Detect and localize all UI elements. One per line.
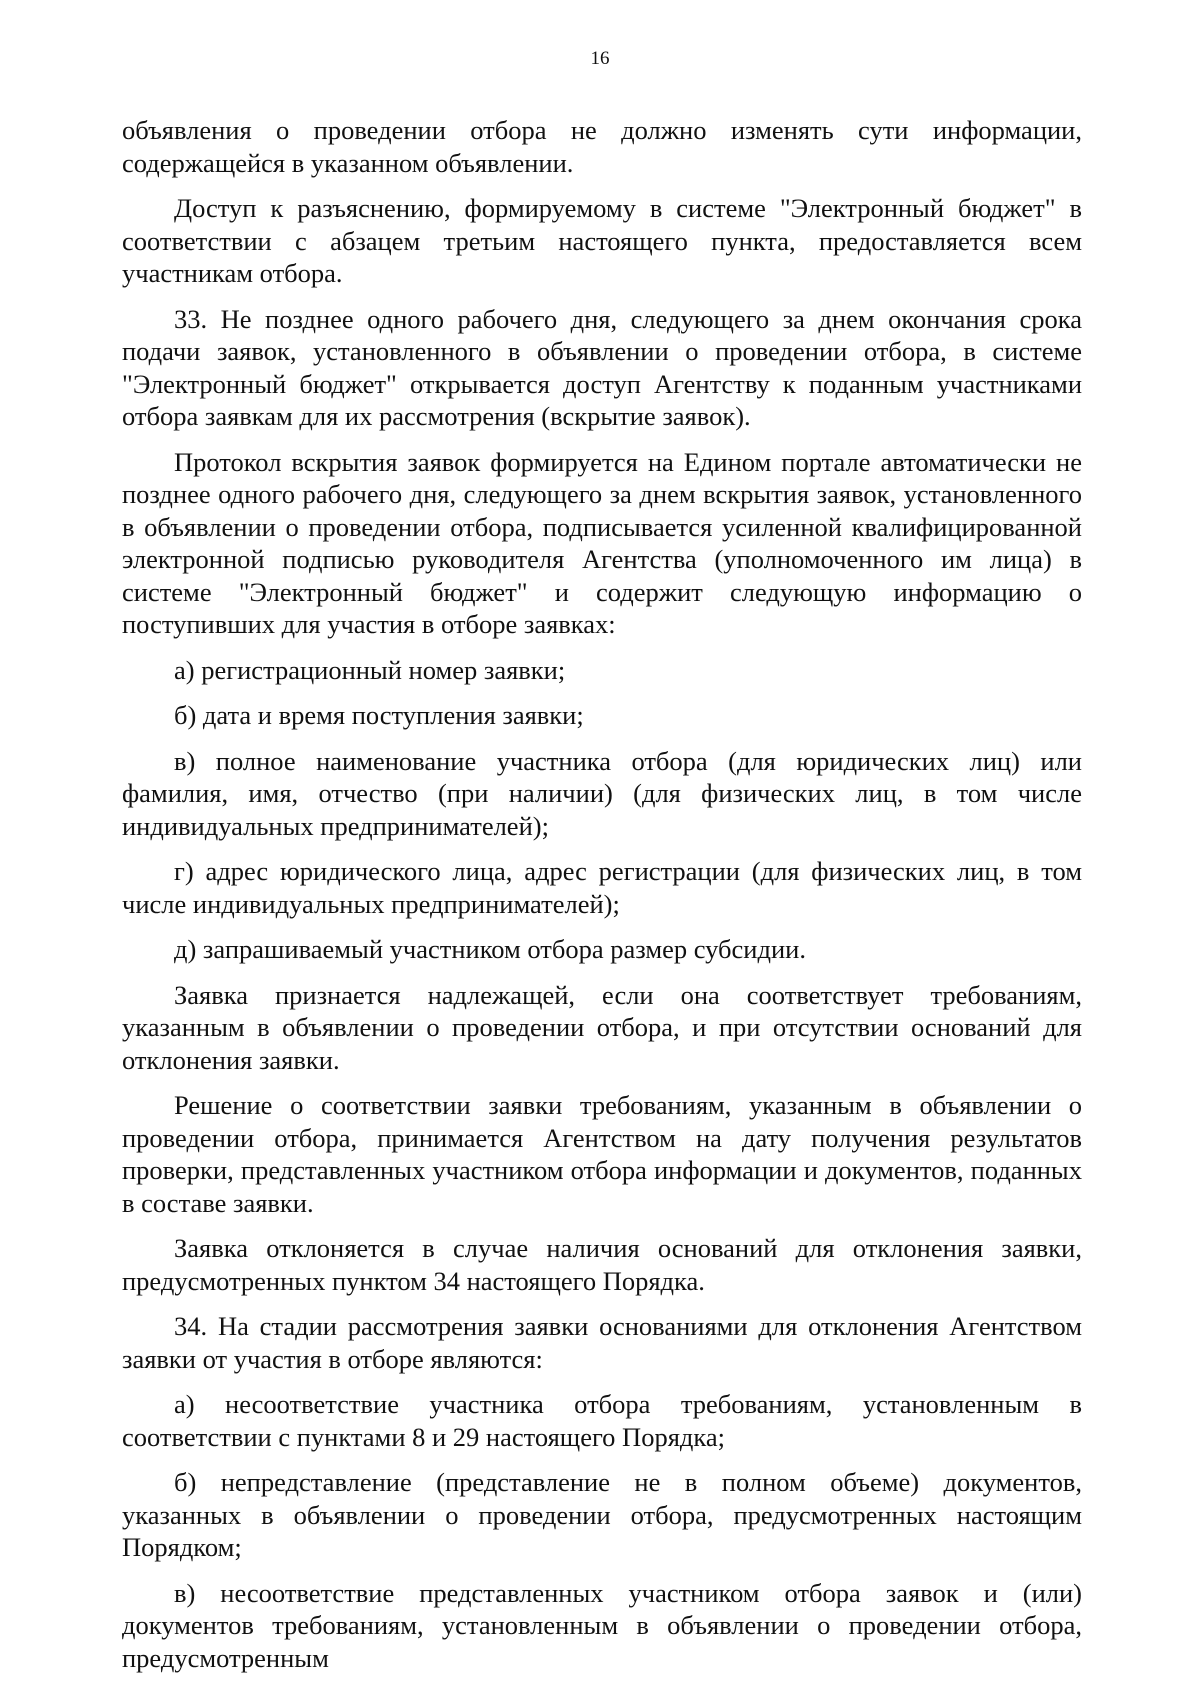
paragraph: Решение о соответствии заявки требованиям, указанным в объявлении о проведении отбора, принимается Агентством на дату получения результатов проверки, представленных участником отбора информации и документов, поданных в составе заявки. [122,1090,1082,1218]
list-item: д) запрашиваемый участником отбора размер субсидии. [174,934,806,964]
paragraph: 34. На стадии рассмотрения заявки основаниями для отклонения Агентством заявки от участия в отборе являются: [122,1311,1082,1374]
document-body [122,114,1082,1687]
paragraph: Доступ к разъяснению, формируемому в системе "Электронный бюджет" в соответствии с абзацем третьим настоящего пункта, предоставляется всем участникам отбора. [122,193,1082,288]
list-item: в) несоответствие представленных участником отбора заявок и (или) документов требованиям, установленным в объявлении о проведении отбора, предусмотренным [122,1577,1082,1673]
paragraph: Заявка отклоняется в случае наличия оснований для отклонения заявки, предусмотренных пунктом 34 настоящего Порядка. [122,1233,1082,1296]
list-item: б) непредставление (представление не в полном объеме) документов, указанных в объявлении о проведении отбора, предусмотренных настоящим Порядком; [122,1467,1082,1562]
paragraph: объявления о проведении отбора не должно изменять сути информации, содержащейся в указанном объявлении. [122,115,1082,178]
list-item: в) полное наименование участника отбора (для юридических лиц) или фамилия, имя, отчество (при наличии) (для физических лиц, в том числе индивидуальных предпринимателей); [122,745,1082,841]
list-item: г) адрес юридического лица, адрес регистрации (для физических лиц, в том числе индивидуальных предпринимателей); [122,856,1082,919]
page-number: 16 [590,48,610,69]
list-item: а) регистрационный номер заявки; [174,654,566,685]
paragraph: 33. Не позднее одного рабочего дня, следующего за днем окончания срока подачи заявок, установленного в объявлении о проведении отбора, в системе "Электронный бюджет" открывается доступ Агентству к поданным участниками отбора заявкам для их рассмотрения (вскрытие заявок). [122,303,1082,431]
paragraph: Протокол вскрытия заявок формируется на Едином портале автоматически не позднее одного рабочего дня, следующего за днем вскрытия заявок, установленного в объявлении о проведении отбора, подписывается усиленной квалифицированной электронной подписью руководителя Агентства (уполномоченного им лица) в системе "Электронный бюджет" и содержит следующую информацию о поступивших для участия в отборе заявках: [122,446,1082,639]
list-item: а) несоответствие участника отбора требованиям, установленным в соответствии с пунктами 8 и 29 настоящего Порядка; [122,1389,1082,1452]
list-item: б) дата и время поступления заявки; [174,700,584,730]
paragraph: Заявка признается надлежащей, если она соответствует требованиям, указанным в объявлении о проведении отбора, и при отсутствии оснований для отклонения заявки. [122,979,1082,1075]
